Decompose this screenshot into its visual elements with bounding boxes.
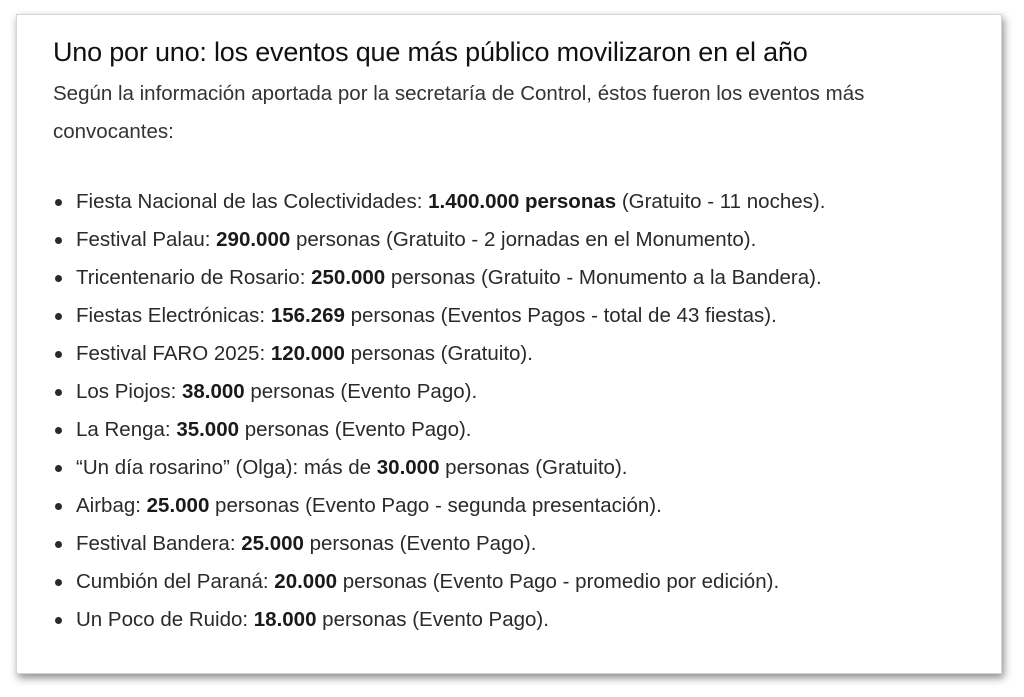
event-name: Airbag: bbox=[76, 494, 147, 517]
event-name: Festival FARO 2025: bbox=[76, 342, 271, 365]
event-detail: (Evento Pago). bbox=[393, 532, 537, 555]
event-name: La Renga: bbox=[76, 418, 177, 441]
list-item bbox=[53, 525, 825, 563]
bullet-icon bbox=[55, 617, 62, 624]
bullet-icon bbox=[55, 389, 62, 396]
event-attendance: 25.000 bbox=[241, 532, 304, 555]
list-item bbox=[53, 601, 825, 639]
bullet-icon bbox=[55, 275, 62, 282]
event-attendance: 250.000 bbox=[311, 266, 386, 289]
event-attendance: 25.000 bbox=[146, 494, 210, 517]
list-item bbox=[53, 335, 825, 373]
bullet-icon bbox=[55, 579, 62, 586]
event-detail: (Gratuito). bbox=[529, 456, 628, 479]
bullet-icon bbox=[55, 199, 62, 206]
event-detail: (Evento Pago). bbox=[406, 608, 549, 631]
article-card bbox=[16, 14, 1002, 674]
event-attendance: 290.000 bbox=[216, 228, 291, 251]
event-unit: personas bbox=[439, 456, 530, 479]
event-name: Festival Palau: bbox=[76, 228, 217, 251]
event-list bbox=[53, 183, 825, 639]
event-attendance: 30.000 bbox=[376, 456, 440, 479]
event-detail: (Gratuito). bbox=[434, 342, 533, 365]
list-item bbox=[53, 411, 825, 449]
event-name: Tricentenario de Rosario: bbox=[76, 266, 312, 289]
event-name: “Un día rosarino” (Olga): más de bbox=[76, 456, 377, 479]
event-attendance: 20.000 bbox=[274, 570, 337, 593]
event-attendance: 1.400.000 personas bbox=[428, 190, 617, 213]
bullet-icon bbox=[55, 313, 62, 320]
event-unit: personas bbox=[316, 608, 407, 631]
bullet-icon bbox=[55, 503, 62, 510]
event-name: Cumbión del Paraná: bbox=[76, 570, 275, 593]
list-item bbox=[53, 221, 825, 259]
event-unit: personas bbox=[385, 266, 476, 289]
event-unit: personas bbox=[344, 342, 435, 365]
event-name: Fiesta Nacional de las Colectividades: bbox=[76, 190, 429, 213]
event-unit: personas bbox=[303, 532, 394, 555]
list-item bbox=[53, 373, 825, 411]
event-attendance: 156.269 bbox=[270, 304, 345, 327]
bullet-icon bbox=[55, 351, 62, 358]
list-item bbox=[53, 449, 825, 487]
event-attendance: 35.000 bbox=[176, 418, 240, 441]
list-item bbox=[53, 183, 825, 221]
event-unit: personas bbox=[244, 380, 335, 403]
bullet-icon bbox=[55, 465, 62, 472]
list-item bbox=[53, 259, 825, 297]
event-unit: personas bbox=[344, 304, 435, 327]
event-attendance: 120.000 bbox=[270, 342, 345, 365]
event-detail: (Gratuito - Monumento a la Bandera). bbox=[475, 266, 822, 289]
event-unit: personas bbox=[209, 494, 300, 517]
event-detail: (Evento Pago - promedio por edición). bbox=[427, 570, 780, 593]
event-unit: personas bbox=[290, 228, 381, 251]
event-unit: personas bbox=[239, 418, 330, 441]
article-subtitle: Según la información aportada por la secretaría de Control, éstos fueron los eventos más convocantes: bbox=[53, 82, 865, 143]
bullet-icon bbox=[55, 237, 62, 244]
event-detail: (Gratuito - 2 jornadas en el Monumento). bbox=[380, 228, 757, 251]
list-item bbox=[53, 487, 825, 525]
bullet-icon bbox=[55, 427, 62, 434]
event-name: Un Poco de Ruido: bbox=[76, 608, 254, 631]
event-attendance: 38.000 bbox=[181, 380, 245, 403]
event-name: Los Piojos: bbox=[76, 380, 182, 403]
event-detail: (Gratuito - 11 noches). bbox=[616, 190, 826, 213]
event-detail: (Evento Pago - segunda presentación). bbox=[299, 494, 662, 517]
list-item bbox=[53, 563, 825, 601]
bullet-icon bbox=[55, 541, 62, 548]
event-attendance: 18.000 bbox=[253, 608, 317, 631]
event-unit: personas bbox=[337, 570, 428, 593]
event-detail: (Evento Pago). bbox=[334, 380, 478, 403]
list-item bbox=[53, 297, 825, 335]
event-name: Festival Bandera: bbox=[76, 532, 242, 555]
event-detail: (Evento Pago). bbox=[329, 418, 472, 441]
event-detail: (Eventos Pagos - total de 43 fiestas). bbox=[434, 304, 777, 327]
article-title: Uno por uno: los eventos que más público movilizaron en el año bbox=[53, 37, 808, 67]
event-name: Fiestas Electrónicas: bbox=[76, 304, 271, 327]
